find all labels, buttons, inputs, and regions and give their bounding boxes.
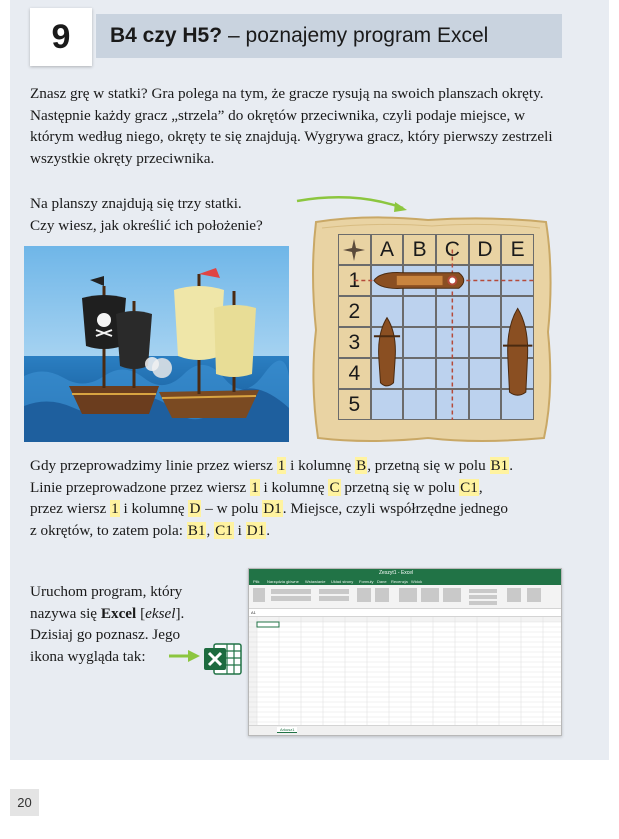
excel-tab: Wstawianie (305, 579, 326, 584)
row-header: 5 (338, 389, 371, 420)
excel-tab: Narzędzia główne (267, 579, 299, 584)
board-grid (338, 234, 534, 420)
ship-vertical-b (374, 318, 400, 386)
column-header: D (469, 234, 502, 265)
highlight-column: B (356, 457, 367, 474)
row-header: 3 (338, 327, 371, 358)
excel-window-screenshot (248, 568, 562, 736)
ships-overlay (338, 234, 534, 420)
highlight-column: C (329, 478, 340, 496)
chapter-title (96, 14, 562, 58)
highlight-cell: B1 (490, 457, 509, 474)
excel-titlebar (249, 569, 561, 578)
excel-tab: Recenzja (391, 579, 408, 584)
excel-statusbar (249, 725, 561, 735)
excel-name: Excel (100, 604, 137, 622)
column-header: A (371, 234, 404, 265)
highlight-cell: C1 (460, 478, 478, 496)
page-number: 20 (10, 789, 39, 816)
chapter-number: 9 (30, 8, 92, 66)
arrow-icon (168, 648, 202, 664)
excel-tab: Formuły (359, 579, 374, 584)
excel-formula-bar (249, 610, 561, 617)
excel-ribbon (249, 585, 561, 609)
battleship-board (308, 212, 554, 446)
question-line-1: Na planszy znajdują się trzy statki. (30, 195, 242, 212)
question-paragraph (30, 193, 320, 236)
chapter-title-bold: B4 czy H5? (110, 24, 223, 47)
excel-cells (249, 617, 562, 727)
row-header: 4 (338, 358, 371, 389)
excel-icon (204, 641, 242, 677)
row-header: 2 (338, 296, 371, 327)
ship-vertical-e (503, 308, 532, 395)
excel-pronunciation: eksel (145, 604, 176, 622)
highlight-row: 1 (111, 500, 119, 517)
row-header: 1 (338, 265, 371, 296)
excel-name-box: A1 (251, 610, 256, 615)
highlight-cell: D1 (263, 500, 282, 517)
highlight-cell: C1 (215, 521, 233, 539)
excel-paragraph: Uruchom program, który nazywa się Excel [eksel]. Dzisiaj go poznasz. Jego ikona wygląda tak: (30, 583, 185, 665)
highlight-row: 1 (251, 478, 259, 496)
highlight-row: 1 (277, 457, 286, 474)
highlight-column: D (189, 500, 201, 517)
explanation-paragraph: Gdy przeprowadzimy linie przez wiersz 1 i kolumnę B, przetną się w polu B1. Linie przeprowadzone przez wiersz 1 i kolumnę C przetną się w polu C1, przez wiersz 1 i kolumnę D – w polu D1. Miejsce, czyli współrzędne jednego z okrętów, to zatem pola: B1, C1 i D1. (30, 457, 514, 539)
column-header: B (403, 234, 436, 265)
column-header: E (501, 234, 534, 265)
excel-sheet-grid (249, 617, 561, 727)
chapter-title-rest: – poznajemy program Excel (228, 24, 489, 47)
excel-tab: Plik (253, 579, 260, 584)
highlight-cell: B1 (187, 521, 206, 539)
pirate-ships-illustration (24, 246, 289, 442)
excel-tab: Widok (411, 579, 423, 584)
excel-tab: Układ strony (331, 579, 354, 584)
excel-window-title: Zeszyt1 - Excel (379, 570, 414, 576)
excel-sheet-tab: Arkusz1 (277, 727, 297, 733)
highlight-cell: D1 (246, 521, 266, 539)
intro-paragraph: Znasz grę w statki? Gra polega na tym, że gracze rysują na swoich planszach okręty. Następnie każdy gracz „strzela” do okrętów przeciwnika, czyli podaje miejsce, w którym według niego, okręty te się znajdują. Wygrywa gracz, który pierwszy zestrzeli wszystkie okręty przeciwnika. (30, 85, 553, 167)
question-line-2: Czy wiesz, jak określić ich położenie? (30, 216, 263, 234)
excel-tab: Dane (377, 579, 387, 584)
excel-ribbon-tabs (249, 578, 561, 585)
column-header: C (436, 234, 469, 265)
